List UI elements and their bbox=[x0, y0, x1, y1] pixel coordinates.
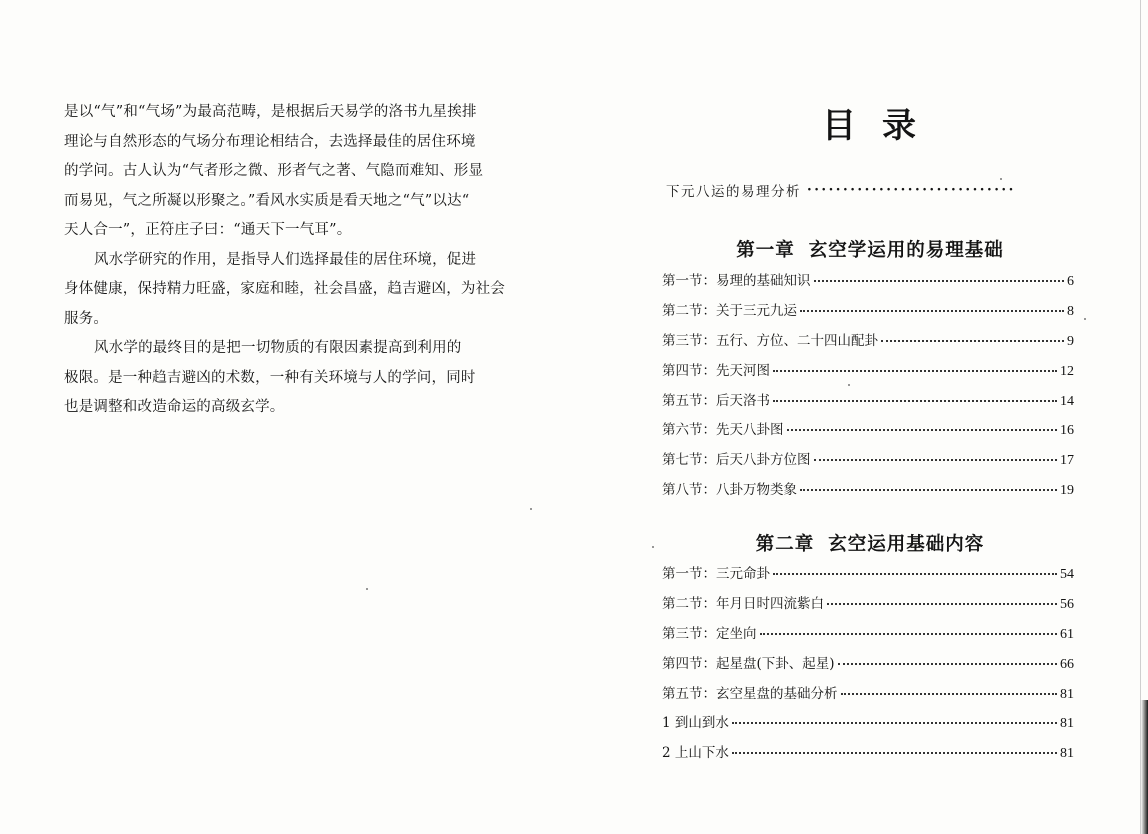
preface-dots: ····························· bbox=[807, 182, 1016, 198]
toc-entry[interactable] bbox=[662, 418, 1074, 448]
toc-entry-label: 第八节：八卦万物类象 bbox=[662, 482, 797, 499]
toc-entry-page: 81 bbox=[1060, 746, 1074, 762]
toc-entry-page: 19 bbox=[1060, 483, 1074, 499]
toc-title: 目录 bbox=[822, 106, 942, 146]
toc-entry-label: 第四节：先天河图 bbox=[662, 362, 770, 379]
chapter-title: 玄空运用基础内容 bbox=[828, 534, 985, 555]
dot-leader bbox=[732, 722, 1057, 724]
toc-entry[interactable] bbox=[662, 359, 1074, 389]
toc-entry-page: 81 bbox=[1060, 686, 1074, 702]
toc-entry-label: 第五节：后天洛书 bbox=[662, 392, 770, 409]
toc-entry-label: 第一节：易理的基础知识 bbox=[662, 273, 811, 289]
toc-entry-label: 2 上山下水 bbox=[662, 745, 729, 762]
toc-entry[interactable] bbox=[662, 682, 1074, 712]
text-line: 是以“气”和“气场”为最高范畴，是根据后天易学的洛书九星挨排 bbox=[64, 104, 477, 120]
dot-leader bbox=[773, 573, 1057, 575]
toc-entry-page: 66 bbox=[1060, 656, 1074, 672]
toc-entry-page: 16 bbox=[1060, 423, 1074, 439]
page-edge-shadow bbox=[1141, 700, 1148, 834]
text-line: 身体健康，保持精力旺盛，家庭和睦，社会昌盛，趋吉避凶，为社会 bbox=[64, 281, 505, 297]
dot-leader bbox=[773, 400, 1057, 402]
chapter-title: 玄空学运用的易理基础 bbox=[808, 240, 1004, 261]
toc-entry[interactable] bbox=[662, 269, 1074, 299]
text-line: 而易见，气之所凝以形聚之。”看风水实质是看天地之“气”以达“ bbox=[64, 192, 470, 209]
dot-leader bbox=[773, 370, 1057, 372]
text-line: 风水学的最终目的是把一切物质的有限因素提高到利用的 bbox=[94, 340, 462, 356]
toc-entry-page: 9 bbox=[1067, 333, 1074, 349]
paragraph-2 bbox=[64, 246, 505, 335]
toc-entry-label: 第五节：玄空星盘的基础分析 bbox=[662, 685, 838, 702]
paragraph-3 bbox=[64, 334, 494, 423]
text-line: 服务。 bbox=[64, 310, 109, 327]
toc-entry-page: 54 bbox=[1060, 567, 1074, 582]
dot-leader bbox=[787, 429, 1058, 431]
toc-entry[interactable] bbox=[662, 622, 1074, 652]
toc-entry-page: 81 bbox=[1060, 716, 1074, 732]
toc-entry-page: 56 bbox=[1060, 596, 1074, 612]
toc-entry[interactable] bbox=[662, 741, 1074, 771]
toc-entry-page: 12 bbox=[1060, 363, 1074, 379]
scan-speck bbox=[1000, 178, 1002, 180]
toc-entry-page: 61 bbox=[1060, 626, 1074, 642]
text-line: 的学问。古人认为“气者形之微、形者气之著、气隐而难知、形显 bbox=[64, 163, 484, 179]
toc-entry[interactable] bbox=[662, 562, 1074, 592]
toc-entry-label: 第二节：年月日时四流紫白 bbox=[662, 595, 824, 612]
toc-entry-label: 第六节：先天八卦图 bbox=[662, 422, 784, 439]
toc-entry-label: 第四节：起星盘(下卦、起星) bbox=[662, 655, 835, 672]
toc-entry-label: 第七节：后天八卦方位图 bbox=[662, 452, 811, 469]
toc-entry-page: 17 bbox=[1060, 453, 1074, 469]
dot-leader bbox=[881, 340, 1064, 342]
dot-leader bbox=[814, 280, 1065, 282]
toc-preface-entry[interactable] bbox=[666, 180, 1066, 200]
chapter-1-heading bbox=[662, 236, 1078, 262]
dot-leader bbox=[760, 633, 1058, 635]
chapter-number: 第二章 bbox=[755, 534, 815, 555]
toc-entry[interactable] bbox=[662, 329, 1074, 359]
text-line: 天人合一”，正符庄子曰：“通天下一气耳”。 bbox=[64, 222, 352, 238]
text-line: 理论与自然形态的气场分布理论相结合，去选择最佳的居住环境 bbox=[64, 133, 476, 150]
dot-leader bbox=[814, 459, 1058, 461]
preface-label: 下元八运的易理分析 bbox=[666, 184, 801, 200]
toc-entry[interactable] bbox=[662, 711, 1074, 741]
chapter-1-entries bbox=[662, 269, 1074, 508]
toc-entry-label: 第三节：五行、方位、二十四山配卦 bbox=[662, 332, 878, 349]
dot-leader bbox=[800, 310, 1064, 312]
toc-entry[interactable] bbox=[662, 448, 1074, 478]
chapter-number: 第一章 bbox=[736, 240, 795, 261]
toc-entry[interactable] bbox=[662, 389, 1074, 419]
toc-entry-label: 1 到山到水 bbox=[662, 715, 729, 732]
toc-entry[interactable] bbox=[662, 652, 1074, 682]
dot-leader bbox=[827, 603, 1057, 605]
left-page bbox=[64, 98, 505, 423]
paragraph-1 bbox=[64, 98, 494, 246]
toc-entry[interactable] bbox=[662, 478, 1074, 508]
toc-entry-label: 第一节：三元命卦 bbox=[662, 566, 770, 582]
dot-leader bbox=[800, 489, 1057, 491]
scan-speck bbox=[1084, 318, 1086, 320]
toc-entry-page: 8 bbox=[1067, 303, 1074, 319]
scan-speck bbox=[366, 588, 368, 590]
chapter-2-heading bbox=[662, 530, 1078, 556]
scan-speck bbox=[530, 508, 532, 510]
text-line: 风水学研究的作用，是指导人们选择最佳的居住环境，促进 bbox=[94, 251, 477, 268]
scan-speck bbox=[652, 546, 654, 548]
chapter-2-entries bbox=[662, 562, 1074, 771]
toc-entry-page: 6 bbox=[1067, 274, 1074, 289]
toc-entry-label: 第三节：定坐向 bbox=[662, 625, 757, 642]
dot-leader bbox=[838, 663, 1057, 665]
text-line: 也是调整和改造命运的高级玄学。 bbox=[64, 399, 285, 415]
dot-leader bbox=[732, 752, 1057, 754]
scan-speck bbox=[848, 384, 850, 386]
text-line: 极限。是一种趋吉避凶的术数，一种有关环境与人的学问，同时 bbox=[64, 369, 476, 386]
toc-entry[interactable] bbox=[662, 299, 1074, 329]
toc-entry-label: 第二节：关于三元九运 bbox=[662, 302, 797, 319]
toc-entry-page: 14 bbox=[1060, 393, 1074, 409]
dot-leader bbox=[841, 693, 1058, 695]
toc-entry[interactable] bbox=[662, 592, 1074, 622]
